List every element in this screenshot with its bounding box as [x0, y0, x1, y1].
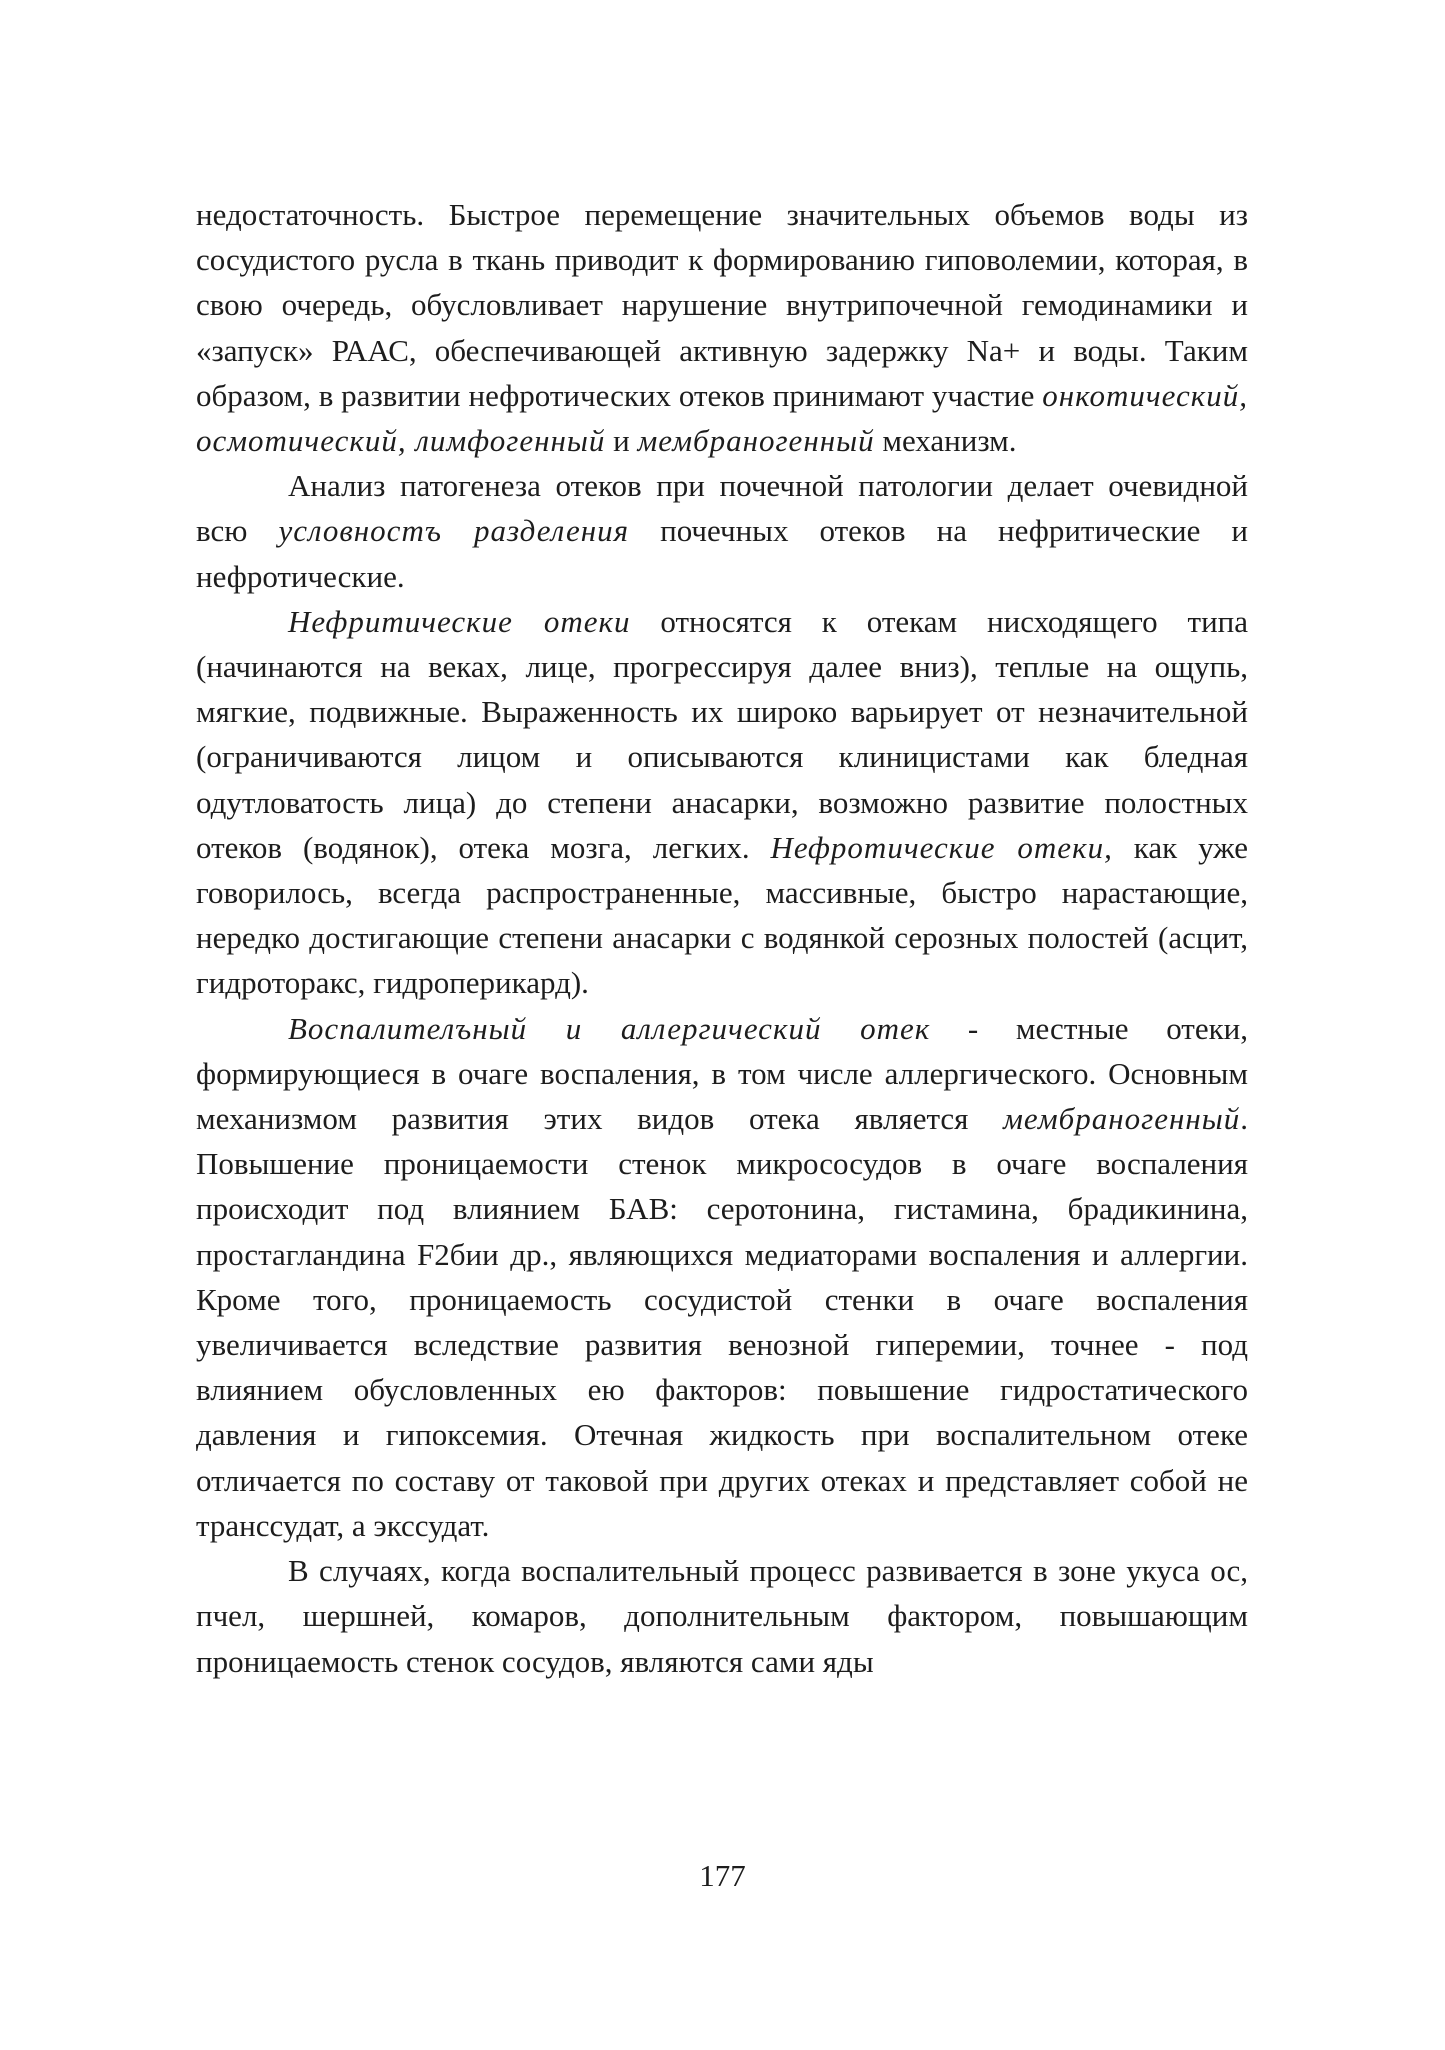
italic-term: онкотический, осмотический, лимфогенный — [196, 377, 1248, 459]
paragraph-nephrotic-mechanisms — [196, 192, 1248, 463]
text-run: относятся к отекам нисходящего типа (начинаются на веках, лице, прогрессируя далее вниз), теплые на ощупь, мягкие, подвижные. Выраженность их широко варьирует от незначительной (ограничиваются лицом и описываются клиницистами как бледная одутловатость лица) до степени анасарки, возможно развитие полостных отеков (водянок), отека мозга, легких. — [196, 603, 1249, 865]
paragraph-pathogenesis-analysis — [196, 463, 1248, 599]
italic-term: мембраногенный — [637, 423, 875, 459]
paragraph-inflammatory-edema — [196, 1006, 1248, 1548]
italic-term: условностъ разделения — [278, 513, 630, 549]
italic-term: мембраногенный — [1003, 1101, 1241, 1137]
italic-term: Нефритические отеки — [288, 603, 631, 639]
text-run: - местные отеки, формирующиеся в очаге воспаления, в том числе аллергического. Основным механизмом развития этих видов отека является — [196, 1010, 1248, 1137]
page-number: 177 — [699, 1858, 746, 1893]
page-body — [196, 192, 1248, 1684]
paragraph-insect-bites — [196, 1548, 1248, 1684]
italic-term: Нефротические отеки, — [770, 829, 1113, 865]
text-run: и — [605, 423, 638, 459]
text-run: механизм. — [874, 423, 1017, 459]
text-run: недостаточность. Быстрое перемещение значительных объемов воды из сосудистого русла в ткань приводит к формированию гиповолемии, которая, в свою очередь, обусловливает нарушение внутрипочечной гемодинамики и «запуск» РААС, обеспечивающей активную задержку Na+ и воды. Таким образом, в развитии нефротических отеков принимают участие — [196, 197, 1248, 413]
text-run: Анализ патогенеза отеков при почечной патологии делает очевидной всю — [196, 468, 1248, 549]
text-run: почечных отеков на нефритические и нефротические. — [196, 513, 1249, 594]
text-run: . Повышение проницаемости стенок микрососудов в очаге воспаления происходит под влиянием БАВ: серотонина, гистамина, брадикинина, простагландина F2бии др., являющихся медиаторами воспаления и аллергии. Кроме того, проницаемость сосудистой стенки в очаге воспаления увеличивается вследствие развития венозной гиперемии, точнее - под влиянием обусловленных ею факторов: повышение гидростатического давления и гипоксемия. Отечная жидкость при воспалительном отеке отличается по составу от таковой при других отеках и представляет собой не транссудат, а экссудат. — [196, 1101, 1248, 1543]
italic-term: Воспалителъный и аллергический отек — [288, 1010, 931, 1046]
text-run: В случаях, когда воспалительный процесс развивается в зоне укуса ос, пчел, шершней, комаров, дополнительным фактором, повышающим проницаемость стенок сосудов, являются сами яды — [196, 1553, 1248, 1679]
paragraph-nephritic-edema — [196, 599, 1248, 1006]
text-run: как уже говорилось, всегда распространенные, массивные, быстро нарастающие, нередко достигающие степени анасарки с водянкой серозных полостей (асцит, гидроторакс, гидроперикард). — [196, 829, 1248, 1001]
